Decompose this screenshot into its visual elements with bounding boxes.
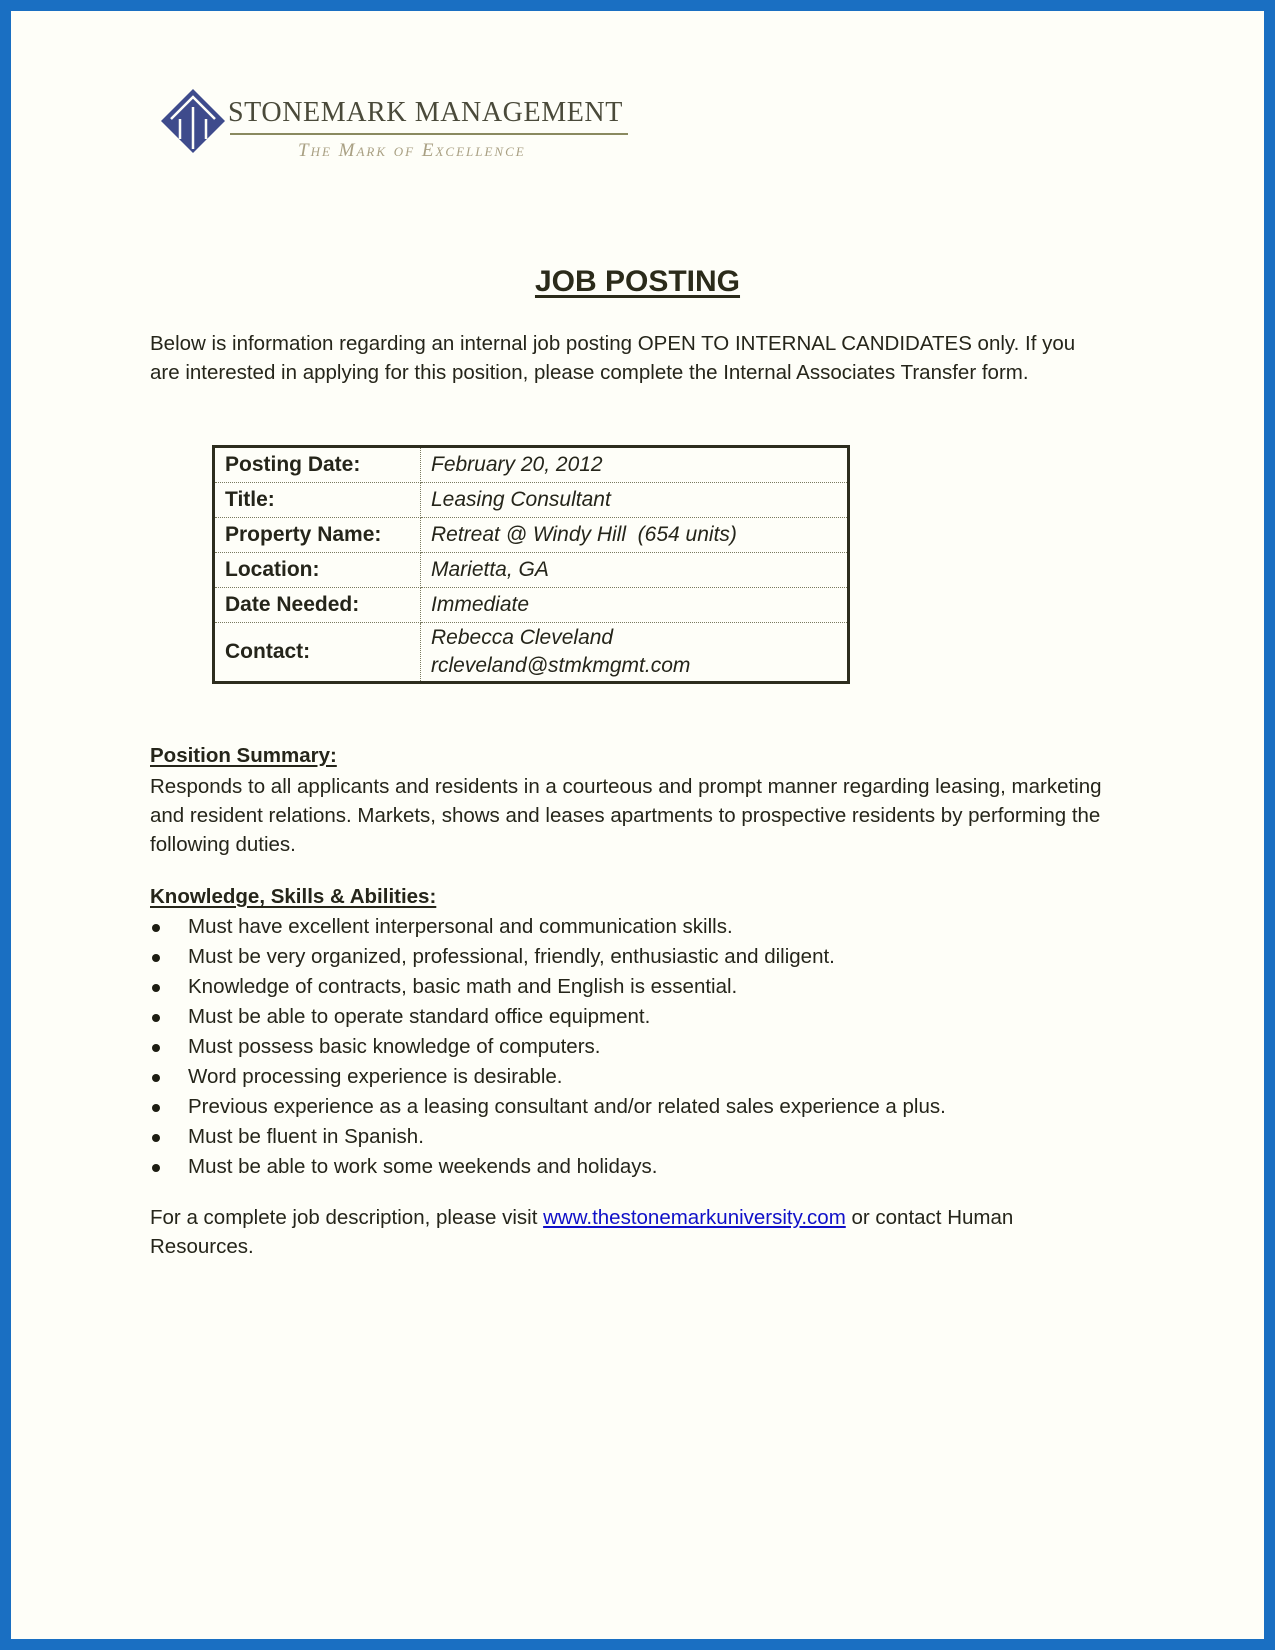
table-row (214, 623, 849, 683)
document-page (11, 11, 1264, 1639)
list-item: Must be able to operate standard office equipment. (150, 1002, 1110, 1032)
location-value: Marietta, GA (421, 553, 849, 588)
table-row (214, 483, 849, 518)
list-item: Must be very organized, professional, friendly, enthusiastic and diligent. (150, 942, 1110, 972)
title-label: Title: (214, 483, 421, 518)
position-summary-heading: Position Summary: (150, 744, 337, 767)
title-value: Leasing Consultant (421, 483, 849, 518)
bullet-icon (152, 1074, 160, 1082)
bullet-icon (152, 1044, 160, 1052)
bullet-icon (152, 1014, 160, 1022)
location-label: Location: (214, 553, 421, 588)
contact-email[interactable]: rcleveland@stmkmgmt.com (431, 654, 691, 677)
contact-label: Contact: (214, 623, 421, 683)
page-title: JOB POSTING (534, 265, 741, 298)
table-row (214, 518, 849, 553)
posting-details-table (212, 445, 850, 684)
contact-name: Rebecca Cleveland (431, 626, 614, 649)
contact-value (421, 623, 849, 683)
bullet-icon (152, 1104, 160, 1112)
intro-paragraph: Below is information regarding an internal job posting OPEN TO INTERNAL CANDIDATES only. If you are interested in applying for this position, please complete the Internal Associates Transfer form. (150, 332, 1076, 384)
bullet-icon (152, 954, 160, 962)
list-item: Previous experience as a leasing consultant and/or related sales experience a plus. (150, 1092, 1110, 1122)
property-name-value: Retreat @ Windy Hill (654 units) (421, 518, 849, 553)
company-name: STONEMARK MANAGEMENT (228, 97, 623, 128)
ksa-heading: Knowledge, Skills & Abilities: (150, 885, 437, 908)
university-link[interactable]: www.thestonemarkuniversity.com (543, 1206, 846, 1229)
list-item: Must be able to work some weekends and holidays. (150, 1152, 1110, 1182)
list-item: Word processing experience is desirable. (150, 1062, 1110, 1092)
list-item: Must be fluent in Spanish. (150, 1122, 1110, 1152)
table-row (214, 588, 849, 623)
company-logo (151, 77, 631, 167)
table-row (214, 447, 849, 483)
posting-date-label: Posting Date: (214, 447, 421, 483)
table-row (214, 553, 849, 588)
logo-divider (230, 133, 628, 135)
closing-paragraph (150, 1203, 1110, 1261)
property-name-label: Property Name: (214, 518, 421, 553)
list-item: Must have excellent interpersonal and communication skills. (150, 912, 1110, 942)
closing-text-start: For a complete job description, please visit (150, 1206, 544, 1229)
list-item: Must possess basic knowledge of computers. (150, 1032, 1110, 1062)
date-needed-label: Date Needed: (214, 588, 421, 623)
closing-text-end: or contact Human Resources. (150, 1206, 1014, 1258)
ksa-list (150, 912, 1110, 1182)
bullet-icon (152, 1164, 160, 1172)
stonemark-logo-icon (161, 89, 225, 153)
position-summary-text: Responds to all applicants and residents in a courteous and prompt manner regarding leasing, marketing and resident relations. Markets, shows and leases apartments to prospective residents by performing the following duties. (150, 775, 1102, 856)
bullet-icon (152, 1134, 160, 1142)
bullet-icon (152, 924, 160, 932)
bullet-icon (152, 984, 160, 992)
date-needed-value: Immediate (421, 588, 849, 623)
company-tagline: The Mark of Excellence (298, 140, 526, 161)
list-item: Knowledge of contracts, basic math and English is essential. (150, 972, 1110, 1002)
posting-date-value: February 20, 2012 (421, 447, 849, 483)
